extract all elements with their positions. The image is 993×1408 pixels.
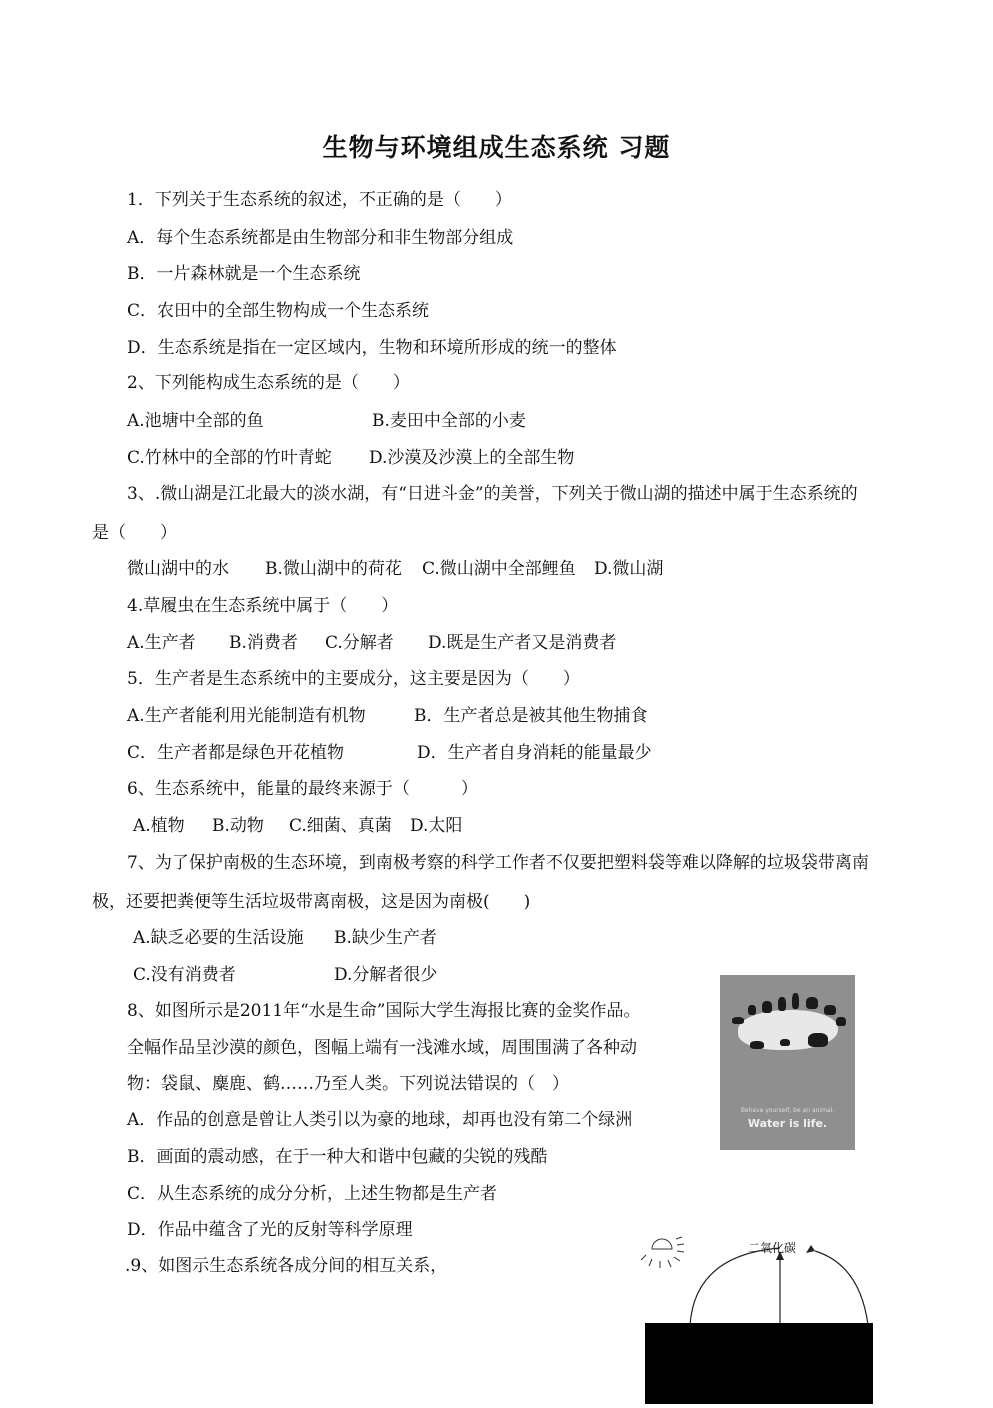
animal-silhouette bbox=[732, 1017, 744, 1024]
q2-option-c: C.竹林中的全部的竹叶青蛇 bbox=[127, 448, 332, 468]
q8-option-a: A．作品的创意是曾让人类引以为豪的地球，却再也没有第二个绿洲 bbox=[127, 1110, 633, 1130]
water-is-life-poster bbox=[720, 975, 855, 1150]
elephant-silhouette bbox=[808, 1033, 828, 1047]
animal-silhouette bbox=[762, 1001, 772, 1013]
q8-option-c: C．从生态系统的成分分析，上述生物都是生产者 bbox=[127, 1184, 498, 1204]
ecosystem-diagram bbox=[640, 1235, 880, 1404]
animal-silhouette bbox=[750, 1041, 764, 1049]
q2-option-d: D.沙漠及沙漠上的全部生物 bbox=[369, 448, 575, 468]
sun-icon bbox=[641, 1237, 684, 1268]
question-9: .9、如图示生态系统各成分间的相互关系， bbox=[125, 1256, 448, 1276]
ground-block bbox=[645, 1323, 873, 1404]
q3-option-d: D.微山湖 bbox=[594, 559, 664, 579]
q4-option-c: C.分解者 bbox=[325, 633, 394, 653]
q1-option-a: A．每个生态系统都是由生物部分和非生物部分组成 bbox=[127, 228, 514, 248]
question-8: 8、如图所示是2011年“水是生命”国际大学生海报比赛的金奖作品。 bbox=[127, 1001, 641, 1021]
question-4: 4.草履虫在生态系统中属于（ ） bbox=[127, 596, 399, 616]
animal-silhouette bbox=[792, 993, 799, 1009]
poster-slogan-small: Behave yourself, be an animal. bbox=[740, 1107, 835, 1114]
q5-option-a: A.生产者能利用光能制造有机物 bbox=[127, 706, 366, 726]
q6-option-c: C.细菌、真菌 bbox=[289, 816, 392, 836]
q4-option-b: B.消费者 bbox=[229, 633, 298, 653]
q1-option-b: B．一片森林就是一个生态系统 bbox=[127, 264, 361, 284]
q1-option-c: C．农田中的全部生物构成一个生态系统 bbox=[127, 301, 430, 321]
animal-silhouette bbox=[780, 1039, 790, 1046]
ecosystem-diagram-drawing bbox=[640, 1235, 880, 1404]
q3-option-a: 微山湖中的水 bbox=[127, 559, 229, 579]
arrow-head-right bbox=[806, 1245, 815, 1253]
question-8-cont-1: 全幅作品呈沙漠的颜色，图幅上端有一浅滩水域，周围围满了各种动 bbox=[127, 1038, 637, 1058]
q6-option-a: A.植物 bbox=[133, 816, 185, 836]
question-7-cont: 极，还要把粪便等生活垃圾带离南极，这是因为南极( ) bbox=[92, 892, 531, 912]
q4-option-d: D.既是生产者又是消费者 bbox=[428, 633, 617, 653]
question-2: 2、下列能构成生态系统的是（ ） bbox=[127, 373, 410, 393]
question-1: 1．下列关于生态系统的叙述，不正确的是（ ） bbox=[127, 190, 512, 210]
q5-option-d: D．生产者自身消耗的能量最少 bbox=[417, 743, 652, 763]
arc-left bbox=[690, 1248, 780, 1325]
animal-silhouette bbox=[748, 1005, 756, 1015]
q7-option-b: B.缺少生产者 bbox=[334, 928, 437, 948]
q7-option-d: D.分解者很少 bbox=[334, 965, 438, 985]
question-6: 6、生态系统中，能量的最终来源于（ ） bbox=[127, 779, 478, 799]
question-5: 5．生产者是生态系统中的主要成分，这主要是因为（ ） bbox=[127, 669, 580, 689]
animal-silhouette bbox=[778, 997, 786, 1011]
q8-option-b: B．画面的震动感，在于一种大和谐中包藏的尖锐的残酷 bbox=[127, 1147, 548, 1167]
q5-option-b: B．生产者总是被其他生物捕食 bbox=[414, 706, 648, 726]
q5-option-c: C．生产者都是绿色开花植物 bbox=[127, 743, 345, 763]
q2-option-b: B.麦田中全部的小麦 bbox=[372, 411, 526, 431]
q7-option-a: A.缺乏必要的生活设施 bbox=[133, 928, 304, 948]
poster-slogan: Water is life. bbox=[747, 1117, 828, 1130]
arc-right bbox=[815, 1251, 868, 1325]
q3-option-b: B.微山湖中的荷花 bbox=[265, 559, 402, 579]
q4-option-a: A.生产者 bbox=[127, 633, 196, 653]
animal-silhouette bbox=[806, 997, 818, 1009]
question-3: 3、.微山湖是江北最大的淡水湖，有“日进斗金”的美誉，下列关于微山湖的描述中属于生态系统的 bbox=[127, 484, 858, 504]
q7-option-c: C.没有消费者 bbox=[133, 965, 236, 985]
animal-silhouette bbox=[836, 1017, 846, 1026]
q3-option-c: C.微山湖中全部鲤鱼 bbox=[422, 559, 576, 579]
q6-option-d: D.太阳 bbox=[410, 816, 463, 836]
page-title: 生物与环境组成生态系统 习题 bbox=[322, 133, 671, 162]
question-8-cont-2: 物：袋鼠、麋鹿、鹤……乃至人类。下列说法错误的（ ） bbox=[127, 1074, 569, 1094]
q1-option-d: D．生态系统是指在一定区域内，生物和环境所形成的统一的整体 bbox=[127, 338, 617, 358]
animal-silhouette bbox=[824, 1005, 836, 1015]
q6-option-b: B.动物 bbox=[212, 816, 264, 836]
q8-option-d: D．作品中蕴含了光的反射等科学原理 bbox=[127, 1220, 413, 1240]
question-3-cont: 是（ ） bbox=[92, 523, 177, 543]
co2-label: 二氧化碳 bbox=[748, 1241, 797, 1255]
q2-option-a: A.池塘中全部的鱼 bbox=[127, 411, 264, 431]
question-7: 7、为了保护南极的生态环境，到南极考察的科学工作者不仅要把塑料袋等难以降解的垃圾袋带离南 bbox=[127, 853, 869, 873]
